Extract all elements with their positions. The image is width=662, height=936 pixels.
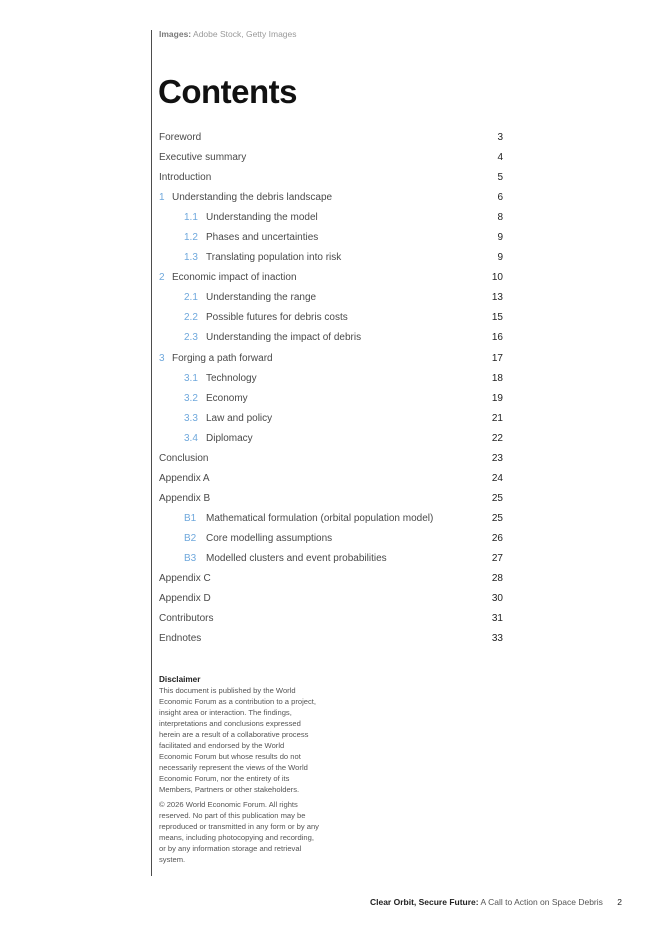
toc-entry-page: 30 xyxy=(491,593,503,605)
toc-entry[interactable] xyxy=(159,609,503,629)
toc-entry-page: 28 xyxy=(491,573,503,585)
toc-entry[interactable] xyxy=(159,489,503,509)
toc-entry[interactable] xyxy=(159,208,503,228)
toc-entry[interactable] xyxy=(159,248,503,268)
toc-entry-page: 8 xyxy=(497,212,503,224)
toc-entry[interactable] xyxy=(159,288,503,308)
toc-entry-label: Possible futures for debris costs xyxy=(206,312,348,324)
image-credits-text: Adobe Stock, Getty Images xyxy=(193,29,297,39)
toc-entry[interactable] xyxy=(159,589,503,609)
toc-entry-page: 9 xyxy=(497,232,503,244)
toc-entry-page: 13 xyxy=(491,292,503,304)
toc-entry[interactable] xyxy=(159,409,503,429)
toc-entry-page: 31 xyxy=(491,613,503,625)
toc-entry-number: 3.3 xyxy=(184,412,198,424)
disclaimer-block xyxy=(159,674,319,869)
toc-entry[interactable] xyxy=(159,429,503,449)
toc-entry[interactable] xyxy=(159,328,503,348)
toc-entry-number: 1.1 xyxy=(184,212,198,224)
toc-entry[interactable] xyxy=(159,629,503,649)
toc-entry[interactable] xyxy=(159,529,503,549)
toc-entry-number: 2.3 xyxy=(184,332,198,344)
toc-entry-label: Executive summary xyxy=(159,152,247,164)
toc-entry[interactable] xyxy=(159,168,503,188)
disclaimer-body: This document is published by the World Economic Forum as a contribution to a project, insight area or interaction. The findings, interpretations and conclusions expressed herein are a result of a collaborative process facilitated and endorsed by the World Economic Forum but whose results do not necessarily represent the views of the World Economic Forum, nor the entirety of its Members, Partners or other stakeholders. xyxy=(159,686,317,794)
toc-entry-label: Appendix D xyxy=(159,593,211,605)
toc-entry-number: B2 xyxy=(184,532,197,544)
toc-entry-number: B3 xyxy=(184,552,197,564)
image-credits xyxy=(159,29,297,39)
toc-entry-label: Introduction xyxy=(159,172,212,184)
toc-entry[interactable] xyxy=(159,268,503,288)
toc-entry[interactable] xyxy=(159,349,503,369)
page-title: Contents xyxy=(158,73,297,110)
toc-entry-page: 17 xyxy=(491,352,503,364)
toc-entry-page: 24 xyxy=(491,472,503,484)
footer-title-bold: Clear Orbit, Secure Future: xyxy=(369,897,479,907)
toc-entry[interactable] xyxy=(159,389,503,409)
toc-entry[interactable] xyxy=(159,308,503,328)
toc-entry-page: 15 xyxy=(491,312,503,324)
toc-entry-page: 10 xyxy=(491,272,503,284)
toc-entry-page: 18 xyxy=(491,372,503,384)
toc-entry-number: B1 xyxy=(184,512,197,524)
toc-entry[interactable] xyxy=(159,549,503,569)
toc-entry-label: Mathematical formulation (orbital population model) xyxy=(206,512,434,524)
toc-entry[interactable] xyxy=(159,509,503,529)
toc-entry-page: 19 xyxy=(491,392,503,404)
toc-entry-label: Modelled clusters and event probabilities xyxy=(206,552,387,564)
toc-entry-label: Appendix B xyxy=(159,492,211,504)
toc-entry-number: 3.2 xyxy=(184,392,198,404)
toc-entry-page: 33 xyxy=(491,633,503,645)
table-of-contents xyxy=(159,128,503,649)
toc-entry-number: 1.2 xyxy=(184,232,198,244)
toc-entry[interactable] xyxy=(159,469,503,489)
footer-page-number: 2 xyxy=(617,897,622,907)
toc-entry-label: Diplomacy xyxy=(206,432,253,444)
left-margin-rule xyxy=(151,30,152,876)
toc-entry-label: Technology xyxy=(206,372,257,384)
toc-entry-label: Endnotes xyxy=(159,633,202,645)
toc-entry-page: 26 xyxy=(491,532,503,544)
toc-entry-page: 25 xyxy=(491,512,503,524)
toc-entry-page: 21 xyxy=(491,412,503,424)
disclaimer-heading: Disclaimer xyxy=(159,675,201,684)
toc-entry-label: Law and policy xyxy=(206,412,273,424)
toc-entry-label: Conclusion xyxy=(159,452,209,464)
toc-entry-label: Understanding the model xyxy=(206,212,318,224)
toc-entry-number: 3.1 xyxy=(184,372,198,384)
toc-entry-page: 9 xyxy=(497,252,503,264)
toc-entry[interactable] xyxy=(159,188,503,208)
toc-entry-page: 3 xyxy=(497,132,503,143)
toc-entry-page: 16 xyxy=(491,332,503,344)
toc-entry-page: 22 xyxy=(491,432,503,444)
toc-entry-page: 5 xyxy=(497,172,503,184)
toc-entry[interactable] xyxy=(159,128,503,148)
toc-entry-number: 1 xyxy=(159,192,165,204)
image-credits-label: Images: xyxy=(159,29,192,39)
toc-entry-label: Translating population into risk xyxy=(206,252,342,264)
toc-entry[interactable] xyxy=(159,228,503,248)
toc-entry-label: Economic impact of inaction xyxy=(172,272,297,284)
toc-entry[interactable] xyxy=(159,148,503,168)
toc-entry-label: Phases and uncertainties xyxy=(206,232,319,244)
page-footer xyxy=(370,897,622,907)
toc-entry[interactable] xyxy=(159,369,503,389)
toc-entry-number: 2 xyxy=(159,272,165,284)
toc-entry-label: Appendix A xyxy=(159,472,210,484)
toc-entry-page: 23 xyxy=(491,452,503,464)
toc-entry-label: Understanding the impact of debris xyxy=(206,332,362,344)
toc-entry-page: 25 xyxy=(491,492,503,504)
toc-entry-label: Foreword xyxy=(159,132,202,143)
toc-entry-label: Understanding the debris landscape xyxy=(172,192,333,204)
toc-entry-number: 2.1 xyxy=(184,292,198,304)
toc-entry-label: Economy xyxy=(206,392,248,404)
toc-entry-number: 1.3 xyxy=(184,252,198,264)
toc-entry-page: 27 xyxy=(491,552,503,564)
toc-entry-page: 4 xyxy=(497,152,503,164)
toc-entry[interactable] xyxy=(159,569,503,589)
footer-title-rest: A Call to Action on Space Debris xyxy=(480,897,603,907)
toc-entry[interactable] xyxy=(159,449,503,469)
copyright-notice: © 2026 World Economic Forum. All rights reserved. No part of this publication may be reproduced or transmitted in any form or by any means, including photocopying and recording, or by any information storage and retrieval system. xyxy=(159,800,319,864)
toc-entry-label: Understanding the range xyxy=(206,292,317,304)
toc-entry-label: Contributors xyxy=(159,613,214,625)
toc-entry-label: Core modelling assumptions xyxy=(206,532,333,544)
toc-entry-label: Forging a path forward xyxy=(172,352,273,364)
toc-entry-label: Appendix C xyxy=(159,573,211,585)
toc-entry-number: 3 xyxy=(159,352,165,364)
toc-entry-number: 3.4 xyxy=(184,432,198,444)
toc-entry-number: 2.2 xyxy=(184,312,198,324)
toc-entry-page: 6 xyxy=(497,192,503,204)
